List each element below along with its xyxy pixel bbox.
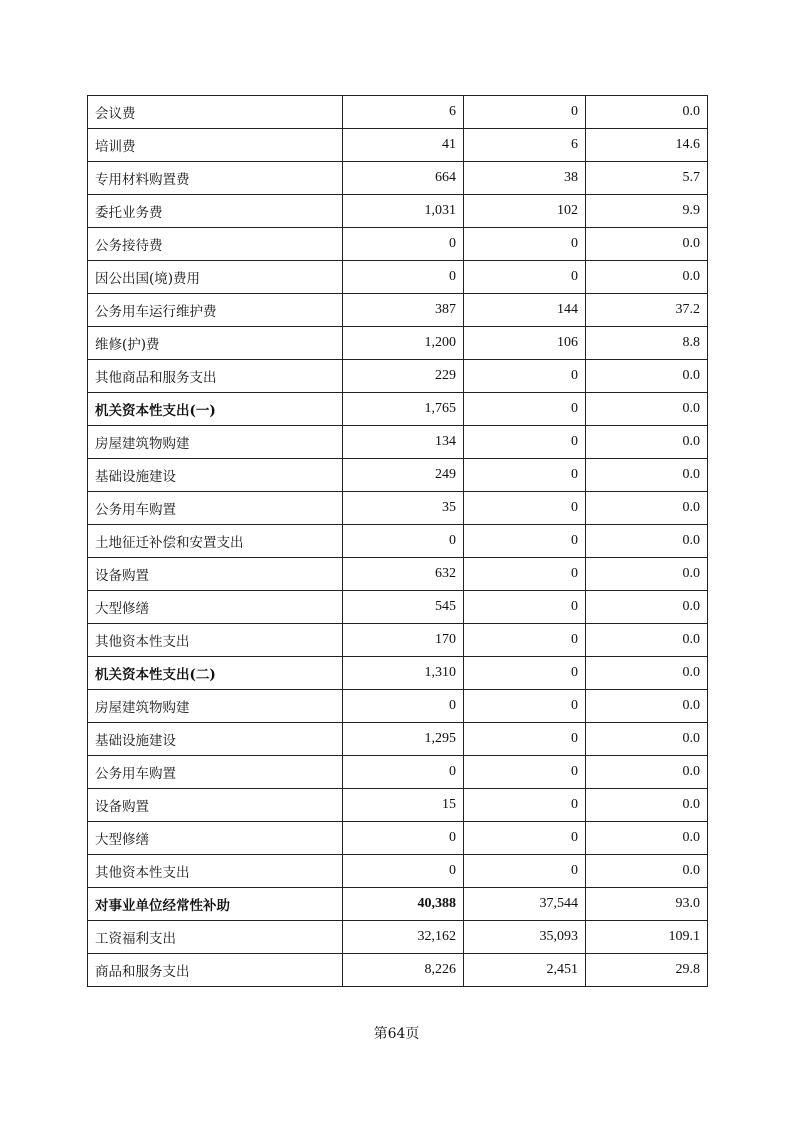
percent-value-cell: 0.0 xyxy=(586,822,708,855)
budget-value-cell: 0 xyxy=(343,855,464,888)
row-label-cell: 大型修缮 xyxy=(88,591,343,624)
actual-value-cell: 0 xyxy=(464,723,586,756)
budget-table xyxy=(87,95,708,987)
budget-value-cell: 545 xyxy=(343,591,464,624)
percent-value-cell: 0.0 xyxy=(586,228,708,261)
budget-value-cell: 15 xyxy=(343,789,464,822)
table-row xyxy=(88,789,708,822)
row-label-cell: 专用材料购置费 xyxy=(88,162,343,195)
table-row xyxy=(88,195,708,228)
percent-value-cell: 0.0 xyxy=(586,96,708,129)
row-label-cell: 对事业单位经常性补助 xyxy=(88,888,343,921)
actual-value-cell: 0 xyxy=(464,426,586,459)
percent-value-cell: 0.0 xyxy=(586,591,708,624)
actual-value-cell: 0 xyxy=(464,96,586,129)
budget-value-cell: 387 xyxy=(343,294,464,327)
actual-value-cell: 102 xyxy=(464,195,586,228)
actual-value-cell: 144 xyxy=(464,294,586,327)
actual-value-cell: 38 xyxy=(464,162,586,195)
table-row xyxy=(88,723,708,756)
table-row xyxy=(88,294,708,327)
actual-value-cell: 0 xyxy=(464,756,586,789)
budget-value-cell: 40,388 xyxy=(343,888,464,921)
budget-value-cell: 249 xyxy=(343,459,464,492)
row-label-cell: 因公出国(境)费用 xyxy=(88,261,343,294)
row-label-cell: 设备购置 xyxy=(88,789,343,822)
actual-value-cell: 0 xyxy=(464,591,586,624)
percent-value-cell: 0.0 xyxy=(586,723,708,756)
budget-value-cell: 1,310 xyxy=(343,657,464,690)
table-row xyxy=(88,228,708,261)
row-label-cell: 基础设施建设 xyxy=(88,459,343,492)
row-label-cell: 其他资本性支出 xyxy=(88,624,343,657)
percent-value-cell: 0.0 xyxy=(586,360,708,393)
row-label-cell: 公务接待费 xyxy=(88,228,343,261)
budget-value-cell: 1,765 xyxy=(343,393,464,426)
budget-value-cell: 0 xyxy=(343,228,464,261)
budget-value-cell: 229 xyxy=(343,360,464,393)
row-label-cell: 工资福利支出 xyxy=(88,921,343,954)
row-label-cell: 机关资本性支出(一) xyxy=(88,393,343,426)
budget-value-cell: 1,200 xyxy=(343,327,464,360)
percent-value-cell: 29.8 xyxy=(586,954,708,987)
percent-value-cell: 14.6 xyxy=(586,129,708,162)
budget-table-body xyxy=(88,96,708,987)
table-row xyxy=(88,96,708,129)
table-row xyxy=(88,129,708,162)
actual-value-cell: 0 xyxy=(464,492,586,525)
percent-value-cell: 0.0 xyxy=(586,756,708,789)
budget-value-cell: 664 xyxy=(343,162,464,195)
budget-value-cell: 6 xyxy=(343,96,464,129)
page-number: 第64页 xyxy=(373,1026,420,1042)
budget-value-cell: 0 xyxy=(343,756,464,789)
actual-value-cell: 0 xyxy=(464,228,586,261)
table-row xyxy=(88,459,708,492)
percent-value-cell: 0.0 xyxy=(586,624,708,657)
actual-value-cell: 0 xyxy=(464,525,586,558)
actual-value-cell: 106 xyxy=(464,327,586,360)
percent-value-cell: 0.0 xyxy=(586,558,708,591)
percent-value-cell: 0.0 xyxy=(586,261,708,294)
budget-value-cell: 1,031 xyxy=(343,195,464,228)
budget-value-cell: 632 xyxy=(343,558,464,591)
row-label-cell: 土地征迁补偿和安置支出 xyxy=(88,525,343,558)
actual-value-cell: 0 xyxy=(464,690,586,723)
percent-value-cell: 5.7 xyxy=(586,162,708,195)
row-label-cell: 房屋建筑物购建 xyxy=(88,690,343,723)
actual-value-cell: 35,093 xyxy=(464,921,586,954)
row-label-cell: 其他资本性支出 xyxy=(88,855,343,888)
percent-value-cell: 109.1 xyxy=(586,921,708,954)
table-row xyxy=(88,888,708,921)
actual-value-cell: 2,451 xyxy=(464,954,586,987)
row-label-cell: 公务用车运行维护费 xyxy=(88,294,343,327)
table-row xyxy=(88,327,708,360)
percent-value-cell: 0.0 xyxy=(586,789,708,822)
actual-value-cell: 0 xyxy=(464,789,586,822)
budget-value-cell: 41 xyxy=(343,129,464,162)
table-row xyxy=(88,657,708,690)
table-row xyxy=(88,954,708,987)
budget-value-cell: 8,226 xyxy=(343,954,464,987)
row-label-cell: 大型修缮 xyxy=(88,822,343,855)
percent-value-cell: 37.2 xyxy=(586,294,708,327)
table-row xyxy=(88,591,708,624)
percent-value-cell: 9.9 xyxy=(586,195,708,228)
percent-value-cell: 0.0 xyxy=(586,690,708,723)
actual-value-cell: 0 xyxy=(464,393,586,426)
percent-value-cell: 0.0 xyxy=(586,855,708,888)
row-label-cell: 维修(护)费 xyxy=(88,327,343,360)
table-row xyxy=(88,756,708,789)
budget-value-cell: 1,295 xyxy=(343,723,464,756)
budget-value-cell: 32,162 xyxy=(343,921,464,954)
row-label-cell: 设备购置 xyxy=(88,558,343,591)
table-row xyxy=(88,393,708,426)
budget-value-cell: 0 xyxy=(343,525,464,558)
actual-value-cell: 0 xyxy=(464,822,586,855)
percent-value-cell: 0.0 xyxy=(586,525,708,558)
budget-value-cell: 0 xyxy=(343,822,464,855)
table-row xyxy=(88,624,708,657)
actual-value-cell: 0 xyxy=(464,261,586,294)
table-row xyxy=(88,855,708,888)
actual-value-cell: 0 xyxy=(464,558,586,591)
table-row xyxy=(88,558,708,591)
table-row xyxy=(88,426,708,459)
row-label-cell: 会议费 xyxy=(88,96,343,129)
budget-value-cell: 170 xyxy=(343,624,464,657)
table-row xyxy=(88,921,708,954)
percent-value-cell: 0.0 xyxy=(586,459,708,492)
actual-value-cell: 0 xyxy=(464,657,586,690)
percent-value-cell: 8.8 xyxy=(586,327,708,360)
actual-value-cell: 0 xyxy=(464,459,586,492)
table-row xyxy=(88,492,708,525)
budget-value-cell: 0 xyxy=(343,261,464,294)
row-label-cell: 委托业务费 xyxy=(88,195,343,228)
actual-value-cell: 0 xyxy=(464,624,586,657)
table-row xyxy=(88,360,708,393)
actual-value-cell: 0 xyxy=(464,360,586,393)
percent-value-cell: 0.0 xyxy=(586,393,708,426)
percent-value-cell: 0.0 xyxy=(586,657,708,690)
table-row xyxy=(88,525,708,558)
percent-value-cell: 93.0 xyxy=(586,888,708,921)
row-label-cell: 机关资本性支出(二) xyxy=(88,657,343,690)
row-label-cell: 商品和服务支出 xyxy=(88,954,343,987)
actual-value-cell: 0 xyxy=(464,855,586,888)
row-label-cell: 公务用车购置 xyxy=(88,756,343,789)
budget-value-cell: 134 xyxy=(343,426,464,459)
percent-value-cell: 0.0 xyxy=(586,492,708,525)
percent-value-cell: 0.0 xyxy=(586,426,708,459)
row-label-cell: 房屋建筑物购建 xyxy=(88,426,343,459)
budget-value-cell: 35 xyxy=(343,492,464,525)
actual-value-cell: 37,544 xyxy=(464,888,586,921)
table-row xyxy=(88,822,708,855)
row-label-cell: 基础设施建设 xyxy=(88,723,343,756)
row-label-cell: 培训费 xyxy=(88,129,343,162)
row-label-cell: 公务用车购置 xyxy=(88,492,343,525)
table-row xyxy=(88,261,708,294)
actual-value-cell: 6 xyxy=(464,129,586,162)
table-row xyxy=(88,162,708,195)
row-label-cell: 其他商品和服务支出 xyxy=(88,360,343,393)
budget-value-cell: 0 xyxy=(343,690,464,723)
table-row xyxy=(88,690,708,723)
